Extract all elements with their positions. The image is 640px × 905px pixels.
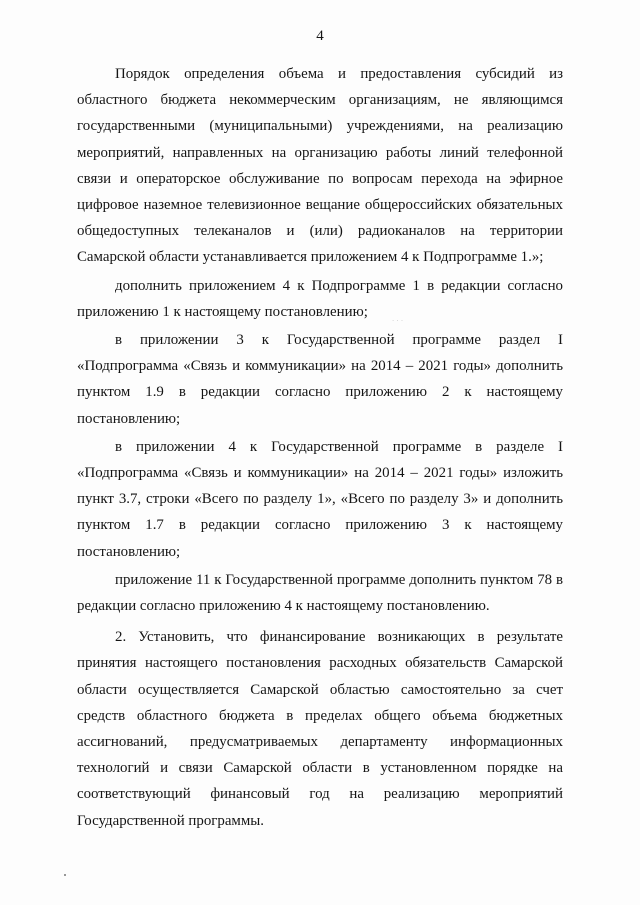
paragraph-appendix-3-amendment: в приложении 3 к Государственной программе раздел I «Подпрограмма «Связь и коммуникации» на 2014 – 2021 годы» дополнить пунктом 1.9 в редакции согласно приложению 2 к настоящему постановлению; [77, 332, 563, 427]
page-number: 4 [316, 28, 324, 44]
paragraph-subsidy-procedure: Порядок определения объема и предоставления субсидий из областного бюджета некоммерческим организациям, не являющимся государственными (муниципальными) учреждениями, на реализацию мероприятий, направленных на организацию работы линий телефонной связи и операторское обслуживание по вопросам перехода на эфирное цифровое наземное телевизионное вещание общероссийских обязательных общедоступных телеканалов и (или) радиоканалов на территории Самарской области устанавливается приложением 4 к Подпрограмме 1.»; [77, 66, 563, 266]
paragraph-appendix-4-amendment: в приложении 4 к Государственной программе в разделе I «Подпрограмма «Связь и коммуникации» на 2014 – 2021 годы» изложить пункт 3.7, строки «Всего по разделу 1», «Всего по разделу 3» и дополнить пунктом 1.7 в редакции согласно приложению 3 к настоящему постановлению; [77, 438, 563, 560]
scan-dot [64, 874, 66, 876]
paragraph-add-appendix-4: дополнить приложением 4 к Подпрограмме 1 в редакции согласно приложению 1 к настоящему постановлению; [77, 277, 563, 320]
document-body [77, 61, 563, 834]
scan-artifact: · · · [392, 317, 404, 325]
paragraph-financing-clause: 2. Установить, что финансирование возникающих в результате принятия настоящего постановления расходных обязательств Самарской области осуществляется Самарской областью самостоятельно за счет средств областного бюджета в пределах общего объема бюджетных ассигнований, предусматриваемых департаменту информационных технологий и связи Самарской области в установленном порядке на соответствующий финансовый год на реализацию мероприятий Государственной программы. [77, 629, 563, 829]
paragraph-appendix-11-amendment: приложение 11 к Государственной программе дополнить пунктом 78 в редакции согласно приложению 4 к настоящему постановлению. [77, 571, 563, 615]
